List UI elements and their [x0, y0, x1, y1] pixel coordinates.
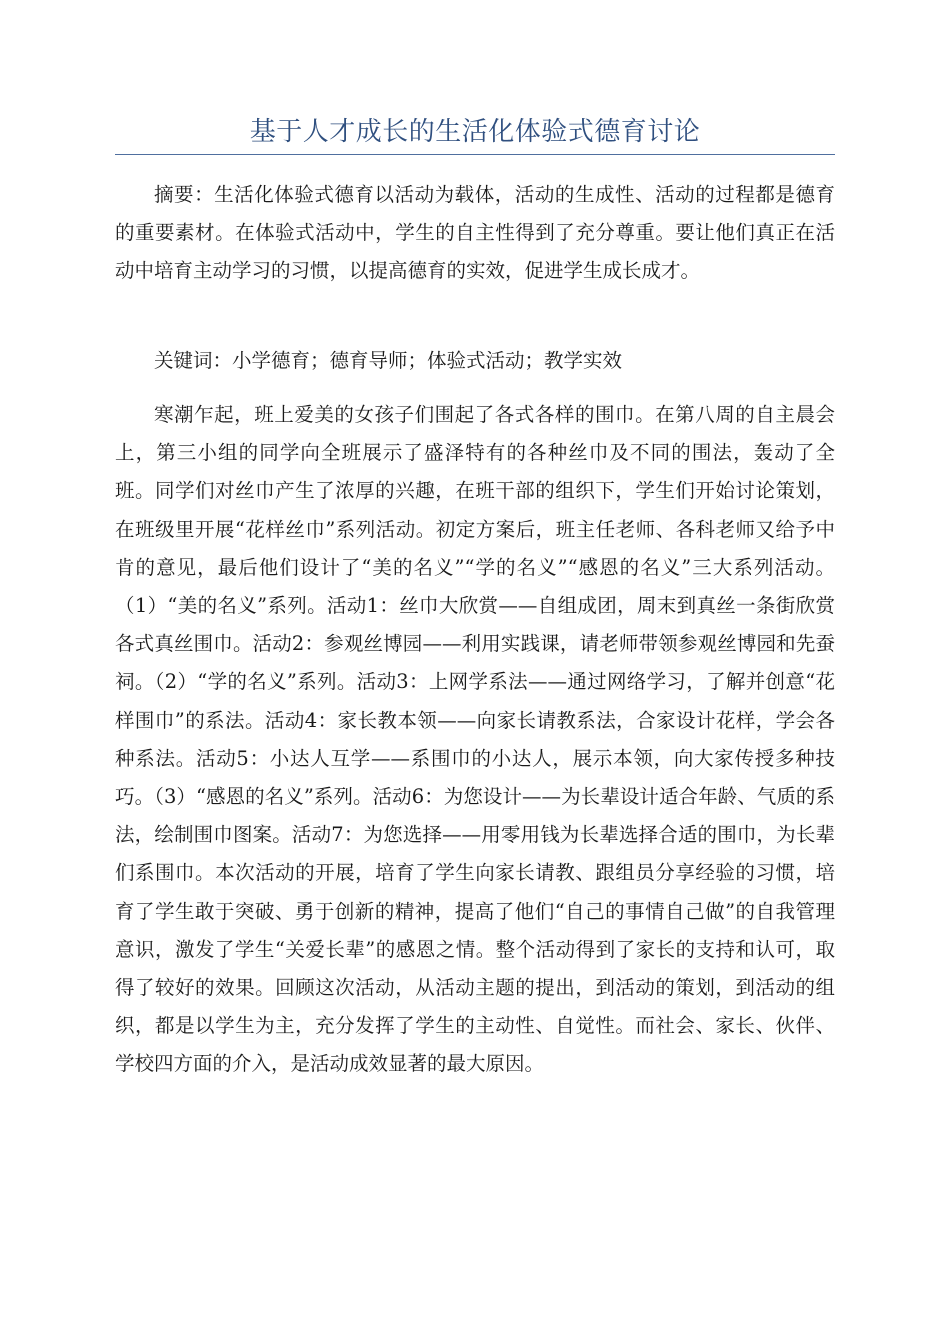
- abstract-paragraph: 摘要：生活化体验式德育以活动为载体，活动的生成性、活动的过程都是德育的重要素材。在体验式活动中，学生的自主性得到了充分尊重。要让他们真正在活动中培育主动学习的习惯，以提高德育的实效，促进学生成长成才。: [115, 183, 835, 283]
- document-title: 基于人才成长的生活化体验式德育讨论: [249, 117, 701, 147]
- main-paragraph: 寒潮乍起，班上爱美的女孩子们围起了各式各样的围巾。在第八周的自主晨会上，第三小组的同学向全班展示了盛泽特有的各种丝巾及不同的围法，轰动了全班。同学们对丝巾产生了浓厚的兴趣，在班干部的组织下，学生们开始讨论策划，在班级里开展“花样丝巾”系列活动。初定方案后，班主任老师、各科老师又给予中肯的意见，最后他们设计了“美的名义”“学的名义”“感恩的名义”三大系列活动。（1）“美的名义”系列。活动1：丝巾大欣赏——自组成团，周末到真丝一条街欣赏各式真丝围巾。活动2：参观丝博园——利用实践课，请老师带领参观丝博园和先蚕祠。（2）“学的名义”系列。活动3：上网学系法——通过网络学习，了解并创意“花样围巾”的系法。活动4：家长教本领——向家长请教系法，合家设计花样，学会各种系法。活动5：小达人互学——系围巾的小达人，展示本领，向大家传授多种技巧。（3）“感恩的名义”系列。活动6：为您设计——为长辈设计适合年龄、气质的系法，绘制围巾图案。活动7：为您选择——用零用钱为长辈选择合适的围巾，为长辈们系围巾。本次活动的开展，培育了学生向家长请教、跟组员分享经验的习惯，培育了学生敢于突破、勇于创新的精神，提高了他们“自己的事情自己做”的自我管理意识，激发了学生“关爱长辈”的感恩之情。整个活动得到了家长的支持和认可，取得了较好的效果。回顾这次活动，从活动主题的提出，到活动的策划，到活动的组织，都是以学生为主，充分发挥了学生的主动性、自觉性。而社会、家长、伙伴、学校四方面的介入，是活动成效显著的最大原因。: [115, 403, 835, 1076]
- keywords-paragraph: 关键词：小学德育；德育导师；体验式活动；教学实效: [154, 349, 623, 372]
- title-underline: [115, 154, 835, 155]
